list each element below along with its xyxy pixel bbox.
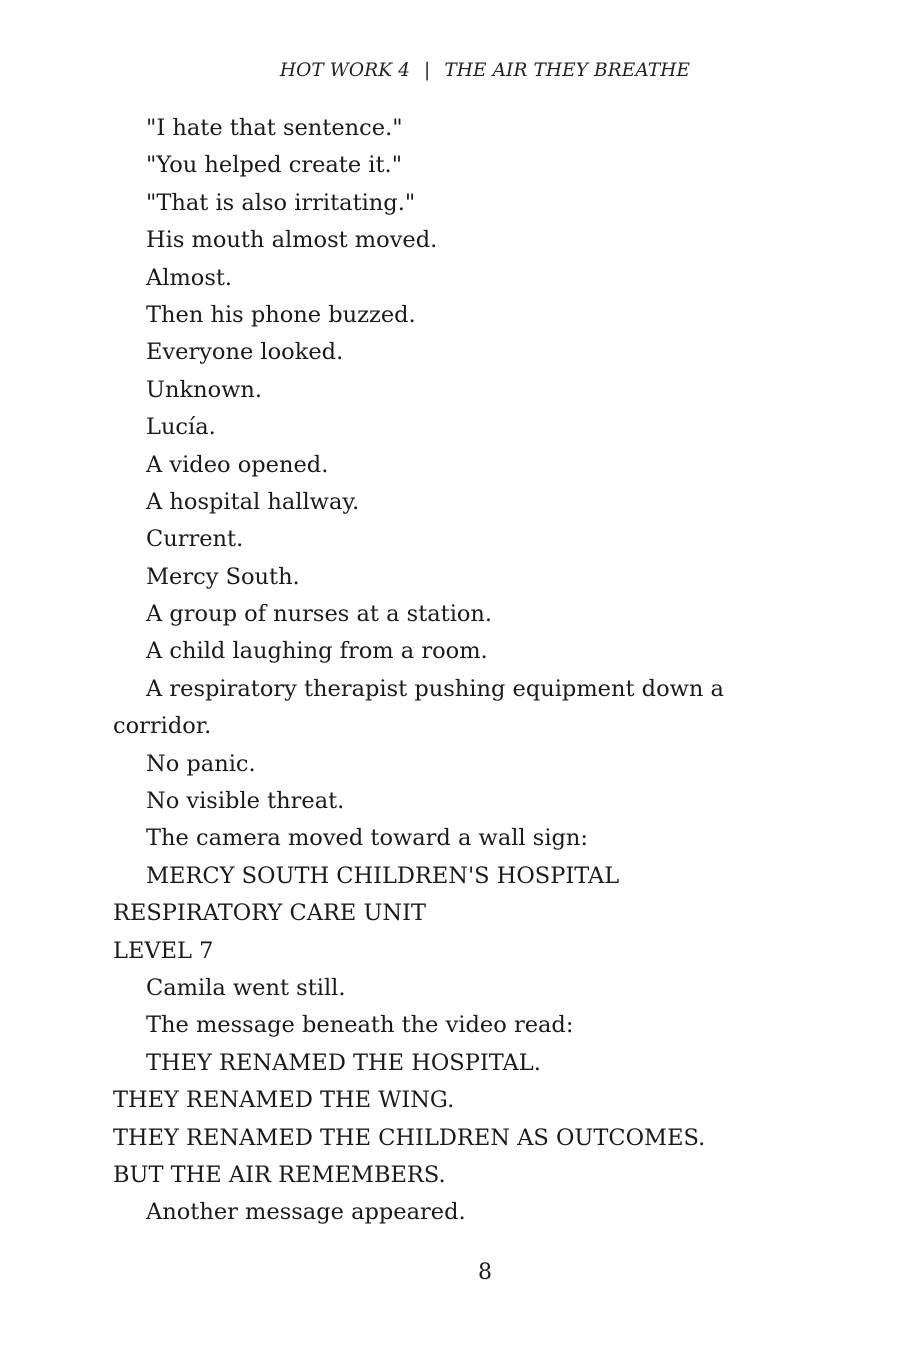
text-line: No panic. xyxy=(146,750,256,777)
text-line: Lucía. xyxy=(146,414,216,441)
paragraph xyxy=(113,484,773,521)
paragraph xyxy=(113,297,773,334)
text-line: "That is also irritating." xyxy=(146,189,416,216)
text-line: No visible threat. xyxy=(146,788,345,815)
paragraph xyxy=(113,1194,773,1231)
text-line: A group of nurses at a station. xyxy=(146,601,493,628)
text-line: Another message appeared. xyxy=(146,1199,466,1226)
paragraph xyxy=(113,447,773,484)
paragraph xyxy=(113,633,773,670)
paragraph xyxy=(113,222,773,259)
text-line: Current. xyxy=(146,526,244,553)
text-line: "You helped create it." xyxy=(146,152,403,179)
paragraph xyxy=(113,671,773,746)
text-line: MERCY SOUTH CHILDREN'S HOSPITAL xyxy=(146,862,620,889)
body-text xyxy=(113,110,773,1232)
text-line: LEVEL 7 xyxy=(113,937,214,964)
paragraph xyxy=(113,521,773,558)
paragraph xyxy=(113,559,773,596)
text-line: His mouth almost moved. xyxy=(146,227,438,254)
paragraph xyxy=(113,970,773,1007)
text-line: BUT THE AIR REMEMBERS. xyxy=(113,1161,446,1188)
paragraph xyxy=(113,185,773,222)
text-line: THEY RENAMED THE CHILDREN AS OUTCOMES. xyxy=(113,1124,706,1151)
paragraph xyxy=(113,783,773,820)
paragraph xyxy=(113,110,773,147)
text-line: A video opened. xyxy=(146,451,329,478)
text-line: Everyone looked. xyxy=(146,339,344,366)
text-line: The camera moved toward a wall sign: xyxy=(146,825,588,852)
paragraph xyxy=(113,1007,773,1044)
text-line: A respiratory therapist pushing equipment down a xyxy=(146,675,724,702)
paragraph xyxy=(113,1045,773,1195)
text-line: RESPIRATORY CARE UNIT xyxy=(113,900,427,927)
text-line: Unknown. xyxy=(146,376,263,403)
running-header xyxy=(0,60,900,81)
text-line: A hospital hallway. xyxy=(146,488,360,515)
paragraph xyxy=(113,147,773,184)
text-line: Almost. xyxy=(146,264,233,291)
paragraph xyxy=(113,858,773,970)
page-number: 8 xyxy=(478,1260,492,1285)
header-book-title: HOT WORK 4 xyxy=(279,60,410,81)
paragraph xyxy=(113,334,773,371)
text-line: "I hate that sentence." xyxy=(146,115,403,141)
header-separator: | xyxy=(424,60,431,81)
text-line: Then his phone buzzed. xyxy=(146,301,416,328)
text-line: Camila went still. xyxy=(146,974,346,1001)
text-line: corridor. xyxy=(113,713,212,740)
text-line: THEY RENAMED THE WING. xyxy=(113,1087,455,1114)
text-line: A child laughing from a room. xyxy=(146,638,488,665)
header-chapter-title: THE AIR THEY BREATHE xyxy=(444,60,691,81)
paragraph xyxy=(113,746,773,783)
paragraph xyxy=(113,260,773,297)
paragraph xyxy=(113,596,773,633)
text-line: The message beneath the video read: xyxy=(146,1012,574,1039)
text-line: Mercy South. xyxy=(146,563,300,590)
paragraph xyxy=(113,820,773,857)
paragraph xyxy=(113,372,773,409)
paragraph xyxy=(113,409,773,446)
text-line: THEY RENAMED THE HOSPITAL. xyxy=(146,1049,541,1076)
